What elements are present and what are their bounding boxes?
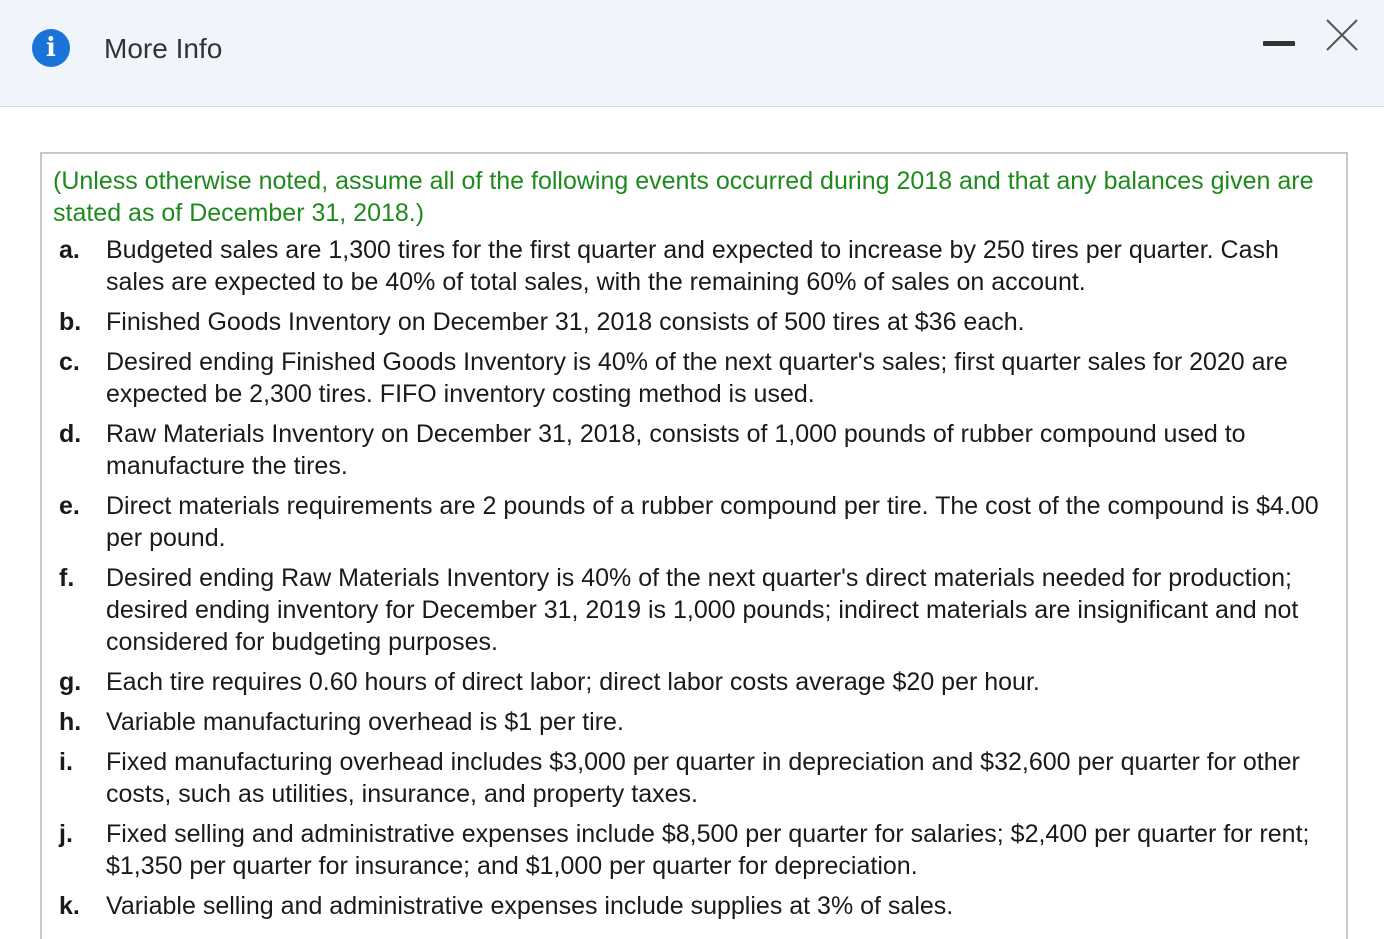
- close-icon: [1322, 15, 1362, 55]
- item-text: Raw Materials Inventory on December 31, 2018, consists of 1,000 pounds of rubber compound used to manufacture the tires.: [106, 420, 1246, 480]
- item-letter: i.: [59, 748, 73, 776]
- item-text: Variable manufacturing overhead is $1 per tire.: [106, 708, 624, 736]
- close-button[interactable]: [1322, 15, 1362, 55]
- item-letter: a.: [59, 236, 80, 264]
- item-letter: j.: [59, 820, 73, 848]
- window-title: More Info: [104, 33, 223, 64]
- item-text: Each tire requires 0.60 hours of direct labor; direct labor costs average $20 per hour.: [106, 668, 1040, 696]
- item-letter: e.: [59, 492, 80, 520]
- item-text: Direct materials requirements are 2 pounds of a rubber compound per tire. The cost of the compound is $4.00 per pound.: [106, 492, 1319, 552]
- minimize-icon: [1263, 41, 1295, 46]
- item-letter: b.: [59, 308, 82, 336]
- item-letter: k.: [59, 892, 80, 920]
- item-text: Fixed manufacturing overhead includes $3,000 per quarter in depreciation and $32,600 per quarter for other costs, such as utilities, insurance, and property taxes.: [106, 748, 1300, 808]
- item-text: Variable selling and administrative expenses include supplies at 3% of sales.: [106, 892, 954, 920]
- item-letter: c.: [59, 348, 80, 376]
- minimize-button[interactable]: [1262, 36, 1296, 50]
- item-letter: g.: [59, 668, 82, 696]
- info-icon: [32, 29, 70, 67]
- info-icon-glyph: i: [46, 33, 56, 63]
- item-text: Finished Goods Inventory on December 31, 2018 consists of 500 tires at $36 each.: [106, 308, 1025, 336]
- item-letter: f.: [59, 564, 75, 592]
- title-bar: [0, 0, 1384, 107]
- item-text: Desired ending Raw Materials Inventory is 40% of the next quarter's direct materials needed for production; desired ending inventory for December 31, 2019 is 1,000 pounds; indirect materials are insignificant and not considered for budgeting purposes.: [106, 564, 1299, 656]
- item-letter: d.: [59, 420, 82, 448]
- info-panel[interactable]: [40, 152, 1348, 939]
- intro-note: (Unless otherwise noted, assume all of the following events occurred during 2018 and that any balances given are stated as of December 31, 2018.): [53, 167, 1314, 227]
- item-text: Budgeted sales are 1,300 tires for the first quarter and expected to increase by 250 tires per quarter. Cash sales are expected to be 40% of total sales, with the remaining 60% of sales on account.: [106, 236, 1279, 296]
- item-text: Fixed selling and administrative expenses include $8,500 per quarter for salaries; $2,400 per quarter for rent; $1,350 per quarter for insurance; and $1,000 per quarter for depreciation.: [106, 820, 1310, 880]
- item-text: Desired ending Finished Goods Inventory is 40% of the next quarter's sales; first quarter sales for 2020 are expected be 2,300 tires. FIFO inventory costing method is used.: [106, 348, 1288, 408]
- item-letter: h.: [59, 708, 82, 736]
